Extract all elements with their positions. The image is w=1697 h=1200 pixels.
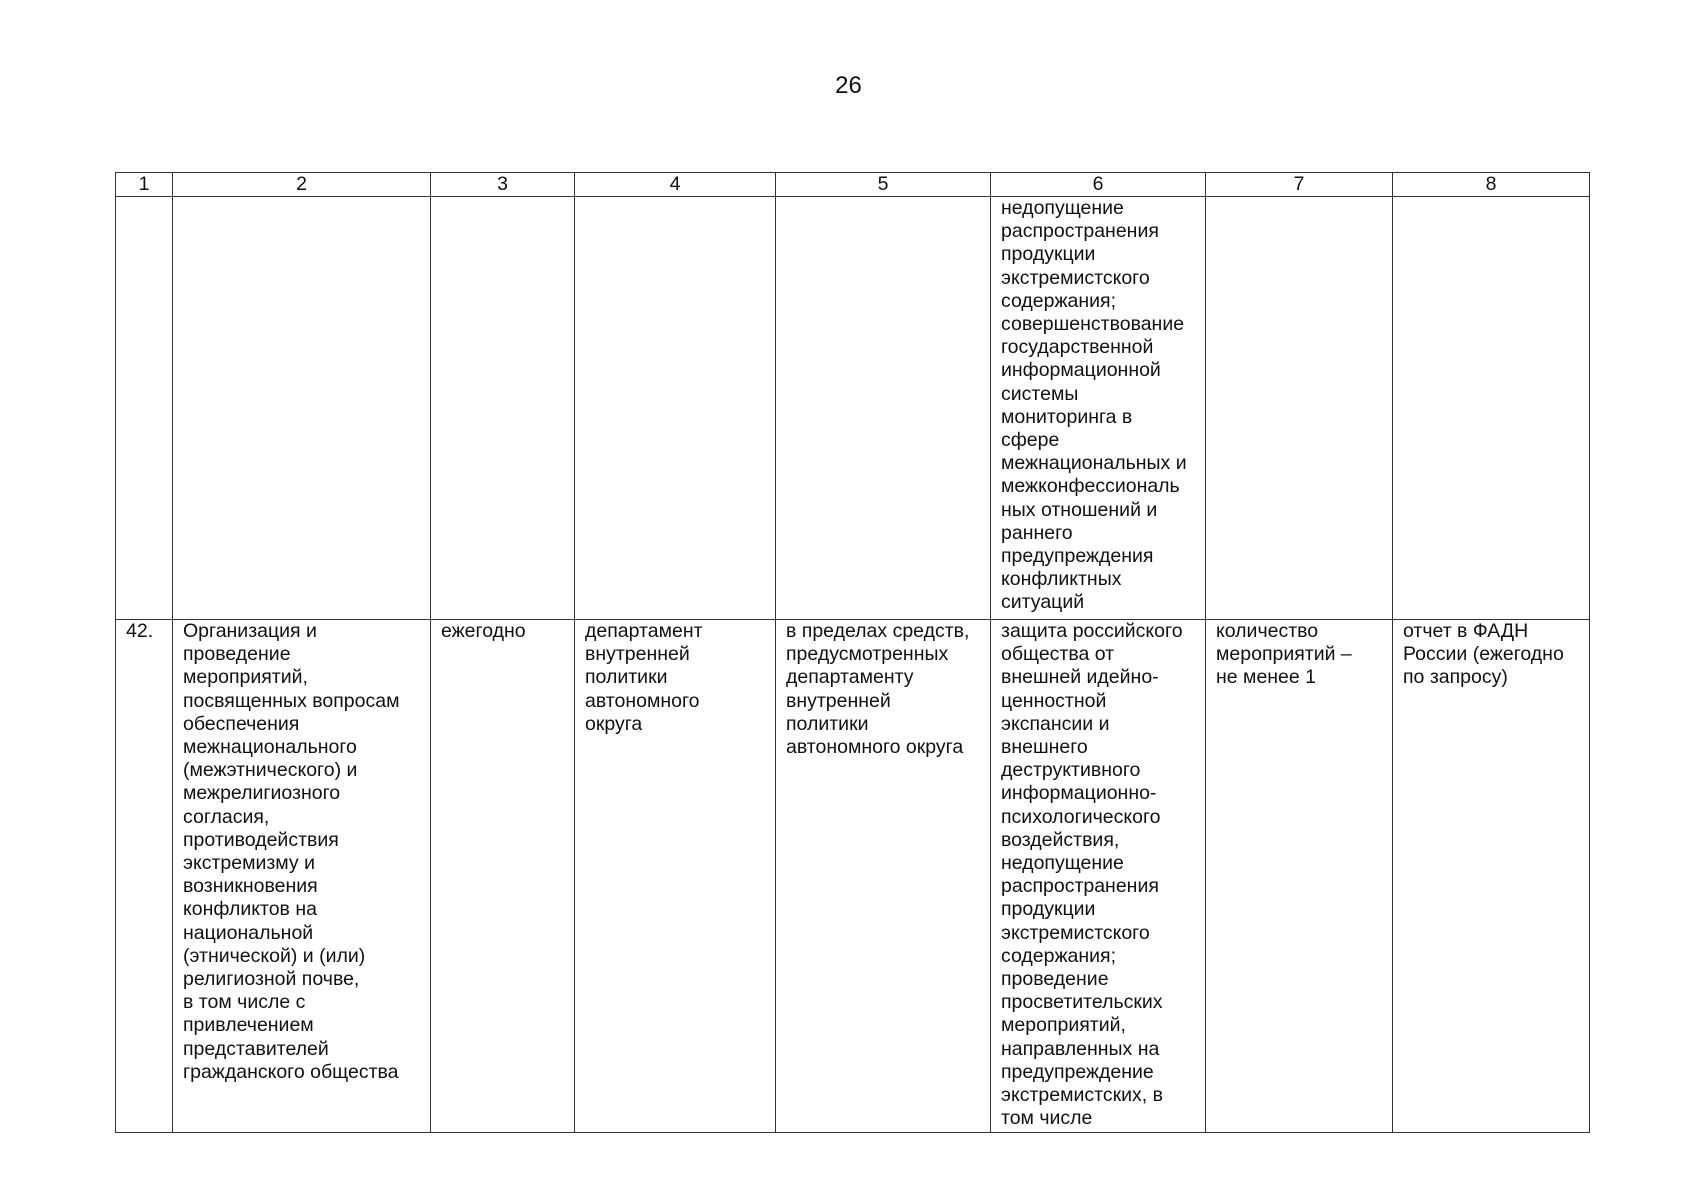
table-row-continued	[116, 197, 1590, 620]
column-header-8: 8	[1393, 173, 1590, 197]
cell-period: ежегодно	[431, 620, 575, 1133]
cell-executor	[575, 197, 776, 620]
page-number: 26	[835, 72, 862, 99]
cell-funding: в пределах средств, предусмотренных департаменту внутренней политики автономного округа	[776, 620, 991, 1133]
cell-report: отчет в ФАДН России (ежегодно по запросу)	[1393, 620, 1590, 1133]
table-row-42	[116, 620, 1590, 1133]
cell-activity	[173, 197, 431, 620]
cell-report	[1393, 197, 1590, 620]
cell-indicator: количество мероприятий – не менее 1	[1206, 620, 1393, 1133]
cell-result: недопущение распространения продукции экстремистского содержания; совершенствование государственной информационной системы мониторинга в сфере межнациональных и межконфессиональ ных отношений и раннего предупреждения конфликтных ситуаций	[991, 197, 1206, 620]
cell-executor: департамент внутренней политики автономного округа	[575, 620, 776, 1133]
column-header-5: 5	[776, 173, 991, 197]
column-header-3: 3	[431, 173, 575, 197]
measures-table	[115, 172, 1590, 1133]
column-header-2: 2	[173, 173, 431, 197]
cell-period	[431, 197, 575, 620]
cell-result: защита российского общества от внешней идейно- ценностной экспансии и внешнего деструктивного информационно- психологического воздействия, недопущение распространения продукции экстремистского содержания; проведение просветительских мероприятий, направленных на предупреждение экстремистских, в том числе	[991, 620, 1206, 1133]
cell-activity: Организация и проведение мероприятий, посвященных вопросам обеспечения межнационального (межэтнического) и межрелигиозного согласия, противодействия экстремизму и возникновения конфликтов на национальной (этнической) и (или) религиозной почве, в том числе с привлечением представителей гражданского общества	[173, 620, 431, 1133]
column-header-1: 1	[116, 173, 173, 197]
cell-funding	[776, 197, 991, 620]
table-header-row	[116, 173, 1590, 197]
column-header-7: 7	[1206, 173, 1393, 197]
column-header-6: 6	[991, 173, 1206, 197]
cell-number	[116, 197, 173, 620]
column-header-4: 4	[575, 173, 776, 197]
cell-number: 42.	[116, 620, 173, 1133]
cell-indicator	[1206, 197, 1393, 620]
